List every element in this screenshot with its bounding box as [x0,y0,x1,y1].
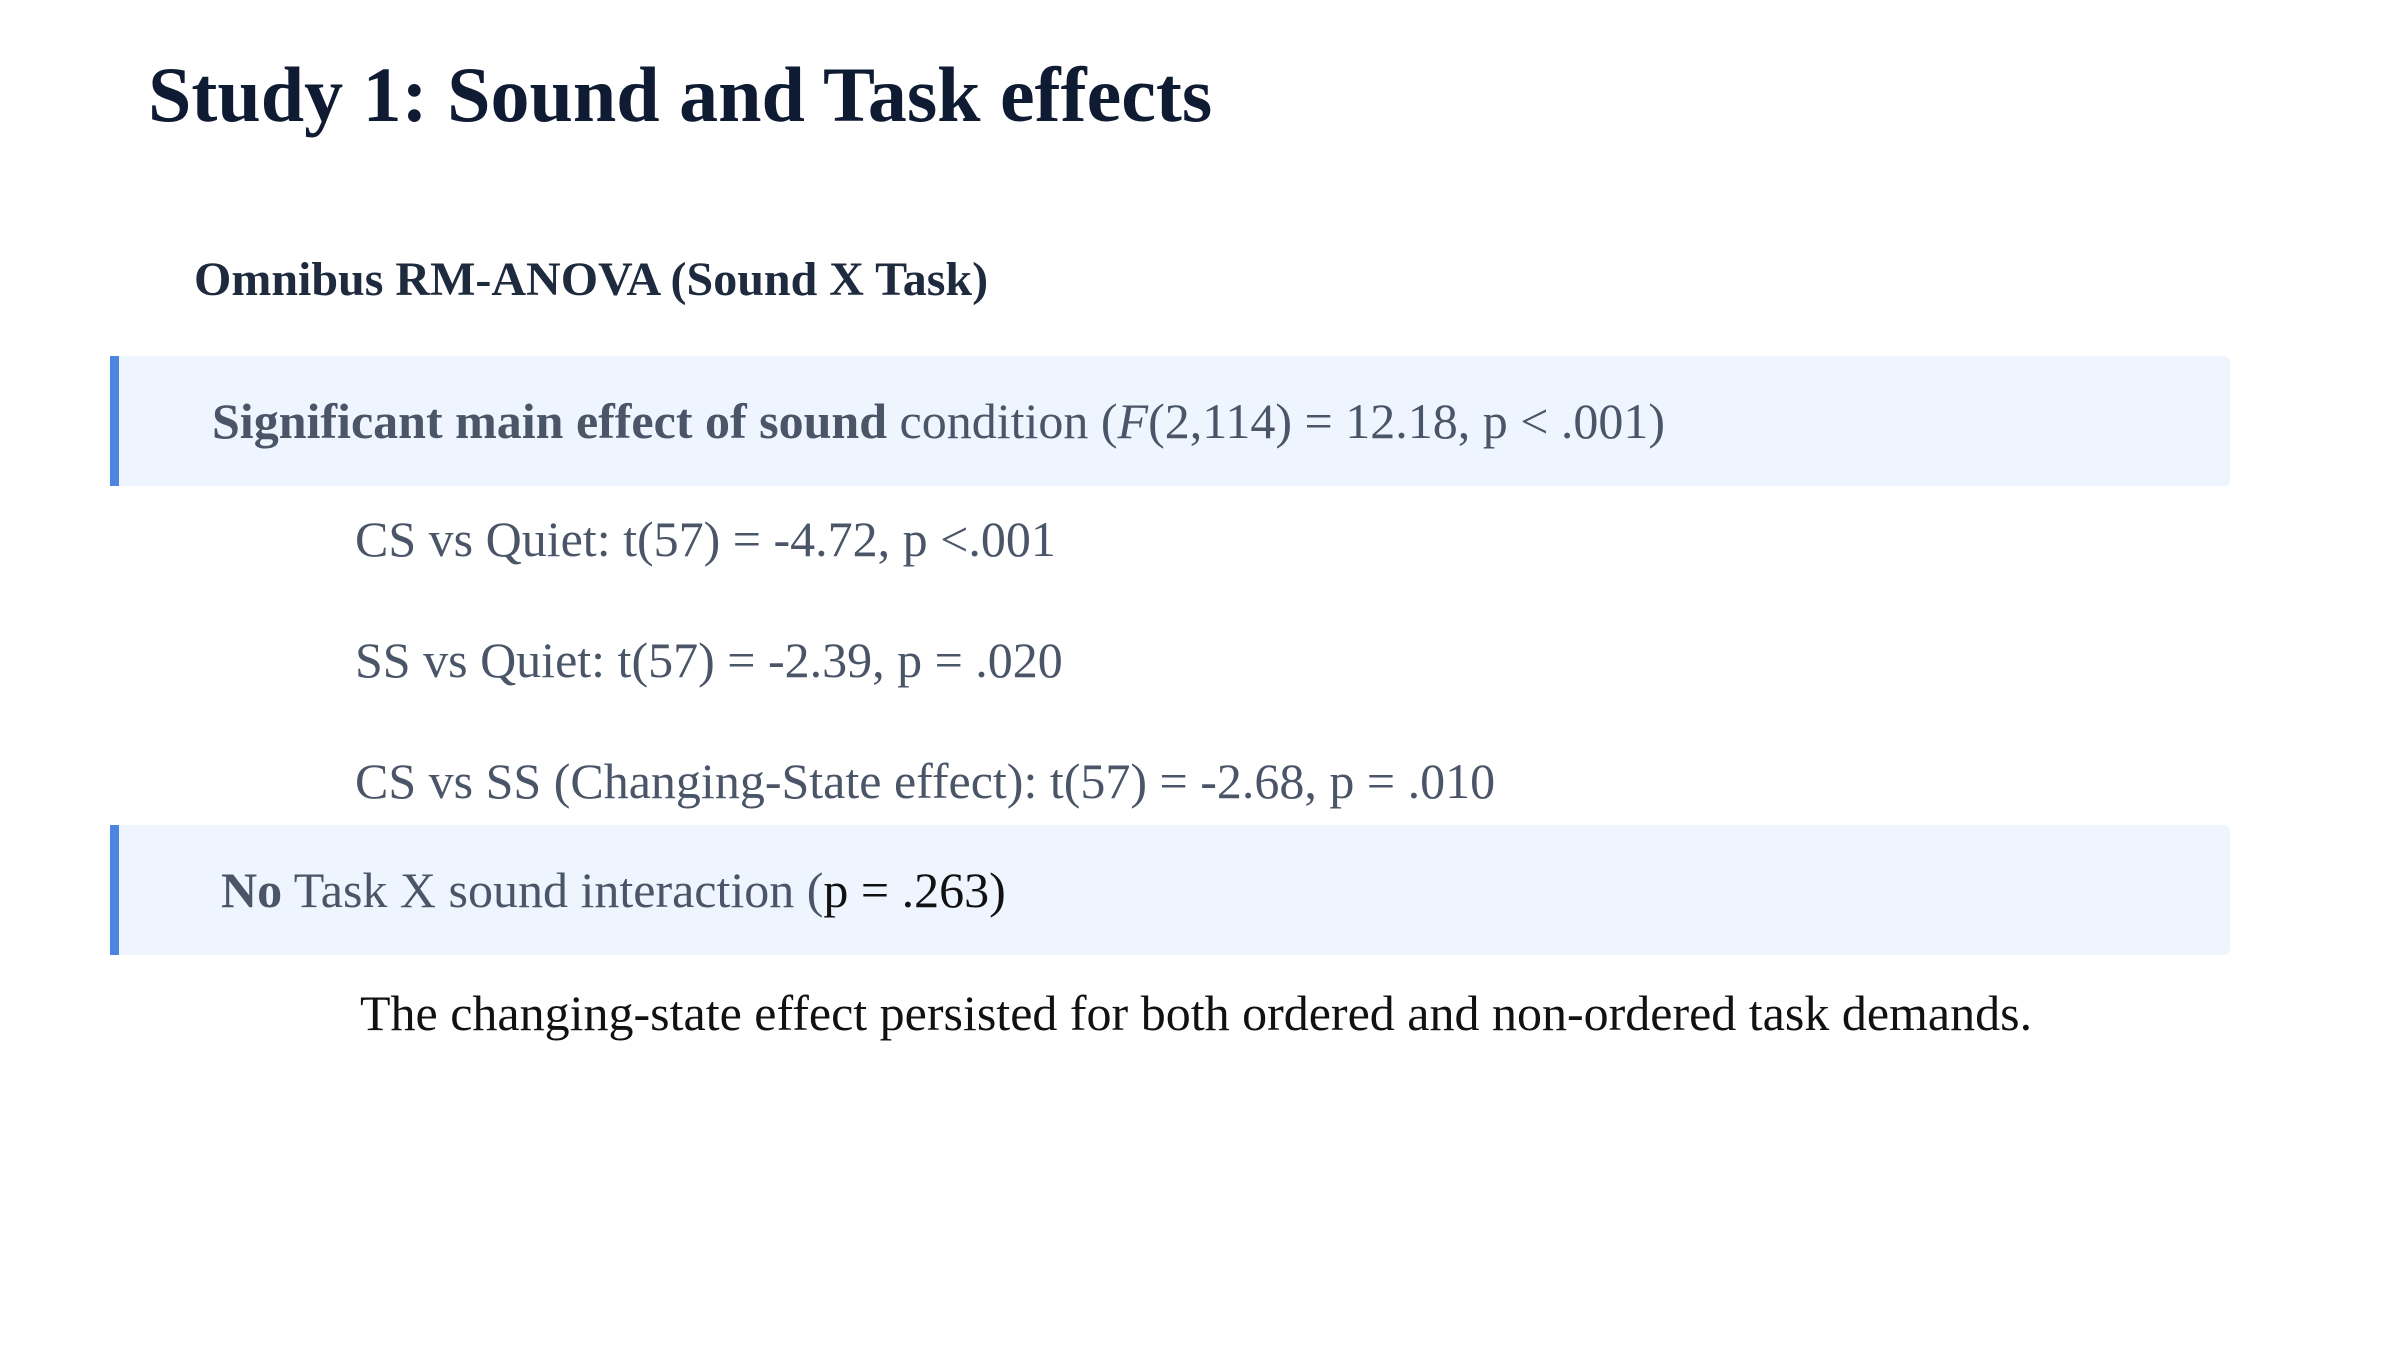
interaction-text [221,861,1006,919]
main-effect-callout [110,356,2230,486]
page-title: Study 1: Sound and Task effects [148,51,1213,138]
section-subtitle: Omnibus RM-ANOVA (Sound X Task) [194,253,989,306]
comparison-cs-vs-quiet: CS vs Quiet: t(57) = -4.72, p <.001 [355,511,1056,567]
interaction-p-value: p = .263) [823,862,1006,918]
comparison-ss-vs-quiet: SS vs Quiet: t(57) = -2.39, p = .020 [355,632,1063,688]
interaction-callout [110,825,2230,955]
comparison-cs-vs-ss: CS vs SS (Changing-State effect): t(57) = -2.68, p = .010 [355,753,1496,809]
main-effect-statistic: (2,114) = 12.18, p < .001) [1148,393,1666,449]
f-statistic-symbol: F [1117,393,1149,449]
main-effect-condition: condition ( [887,393,1118,449]
conclusion-text: The changing-state effect persisted for both ordered and non-ordered task demands. [360,985,2033,1041]
interaction-description: Task X sound interaction ( [282,862,824,918]
main-effect-text [212,392,1665,450]
main-effect-bold: Significant main effect of sound [212,393,887,449]
interaction-bold: No [221,862,283,918]
